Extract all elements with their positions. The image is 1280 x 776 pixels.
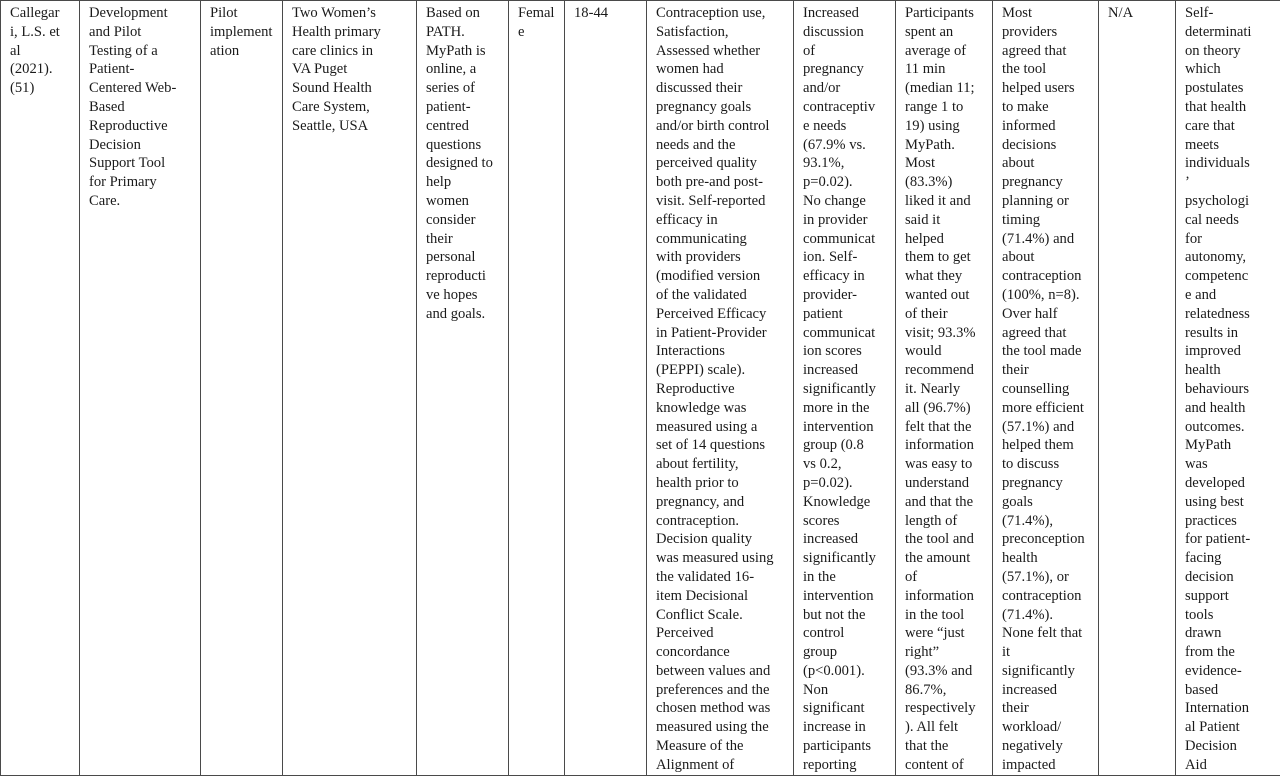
cell-outcomes [647, 1, 794, 776]
outcome-measures: Contraception use, Satisfaction, Assessed whether women had discussed their pregnancy goals and/or birth control needs and the perceived quality both pre-and post- visit. Self-reported efficacy in communicating with providers (modified version of the validated Perceived Efficacy in Patient-Provider Interactions (PEPPI) scale). Reproductive knowledge was measured using a set of 14 questions about fertility, health prior to pregnancy, and contraception. Decision quality was measured using the validated 16- item Decisional Conflict Scale. Perceived concordance between values and preferences and the chosen method was measured using the Measure of the Alignment of [656, 4, 789, 775]
results-text: Increased discussion of pregnancy and/or contraceptiv e needs (67.9% vs. 93.1%, p=0.02). No change in provider communicat ion. Self- efficacy in provider- patient communicat ion scores increased significantly more in the intervention group (0.8 vs 0.2, p=0.02). Knowledge scores increased significantly in the intervention but not the control group (p<0.001). Non significant increase in participants reporting [803, 4, 891, 775]
theoretical-framework: Self- determinati on theory which postulates that health care that meets individuals ’ psychologi cal needs for autonomy, competenc e and relatedness results in improved health behaviours and health outcomes. MyPath was developed using best practices for patient- facing decision support tools drawn from the evidence- based Internation al Patient Decision Aid [1185, 4, 1276, 775]
not-applicable-value: N/A [1108, 4, 1171, 23]
cell-design [201, 1, 283, 776]
table-row [1, 1, 1280, 776]
cell-provider-feedback [993, 1, 1099, 776]
cell-author [1, 1, 80, 776]
intervention-description: Based on PATH. MyPath is online, a series of patient- centred questions designed to help women consider their personal reproducti ve hopes and goals. [426, 4, 504, 324]
study-title: Development and Pilot Testing of a Patient- Centered Web- Based Reproductive Decision Support Tool for Primary Care. [89, 4, 196, 211]
cell-setting [283, 1, 417, 776]
author-citation: Callegar i, L.S. et al (2021). (51) [10, 4, 75, 98]
participant-sex: Femal e [518, 4, 560, 42]
cell-na [1099, 1, 1176, 776]
provider-feedback: Most providers agreed that the tool helped users to make informed decisions about pregnancy planning or timing (71.4%) and about contraception (100%, n=8). Over half agreed that the tool made their counselling more efficient (57.1%) and helped them to discuss pregnancy goals (71.4%), preconception health (57.1%), or contraception (71.4%). None felt that it significantly increased their workload/ negatively impacted [1002, 4, 1094, 775]
participant-feedback: Participants spent an average of 11 min (median 11; range 1 to 19) using MyPath. Most (83.3%) liked it and said it helped them to get what they wanted out of their visit; 93.3% would recommend it. Nearly all (96.7%) felt that the information was easy to understand and that the length of the tool and the amount of information in the tool were “just right” (93.3% and 86.7%, respectively ). All felt that the content of [905, 4, 988, 775]
cell-participant-feedback [896, 1, 993, 776]
cell-theory [1176, 1, 1280, 776]
cell-results [794, 1, 896, 776]
cell-intervention [417, 1, 509, 776]
cell-sex [509, 1, 565, 776]
study-setting: Two Women’s Health primary care clinics in VA Puget Sound Health Care System, Seattle, USA [292, 4, 412, 136]
cell-age [565, 1, 647, 776]
participant-age: 18-44 [574, 4, 642, 23]
study-design: Pilot implement ation [210, 4, 278, 60]
cell-title [80, 1, 201, 776]
